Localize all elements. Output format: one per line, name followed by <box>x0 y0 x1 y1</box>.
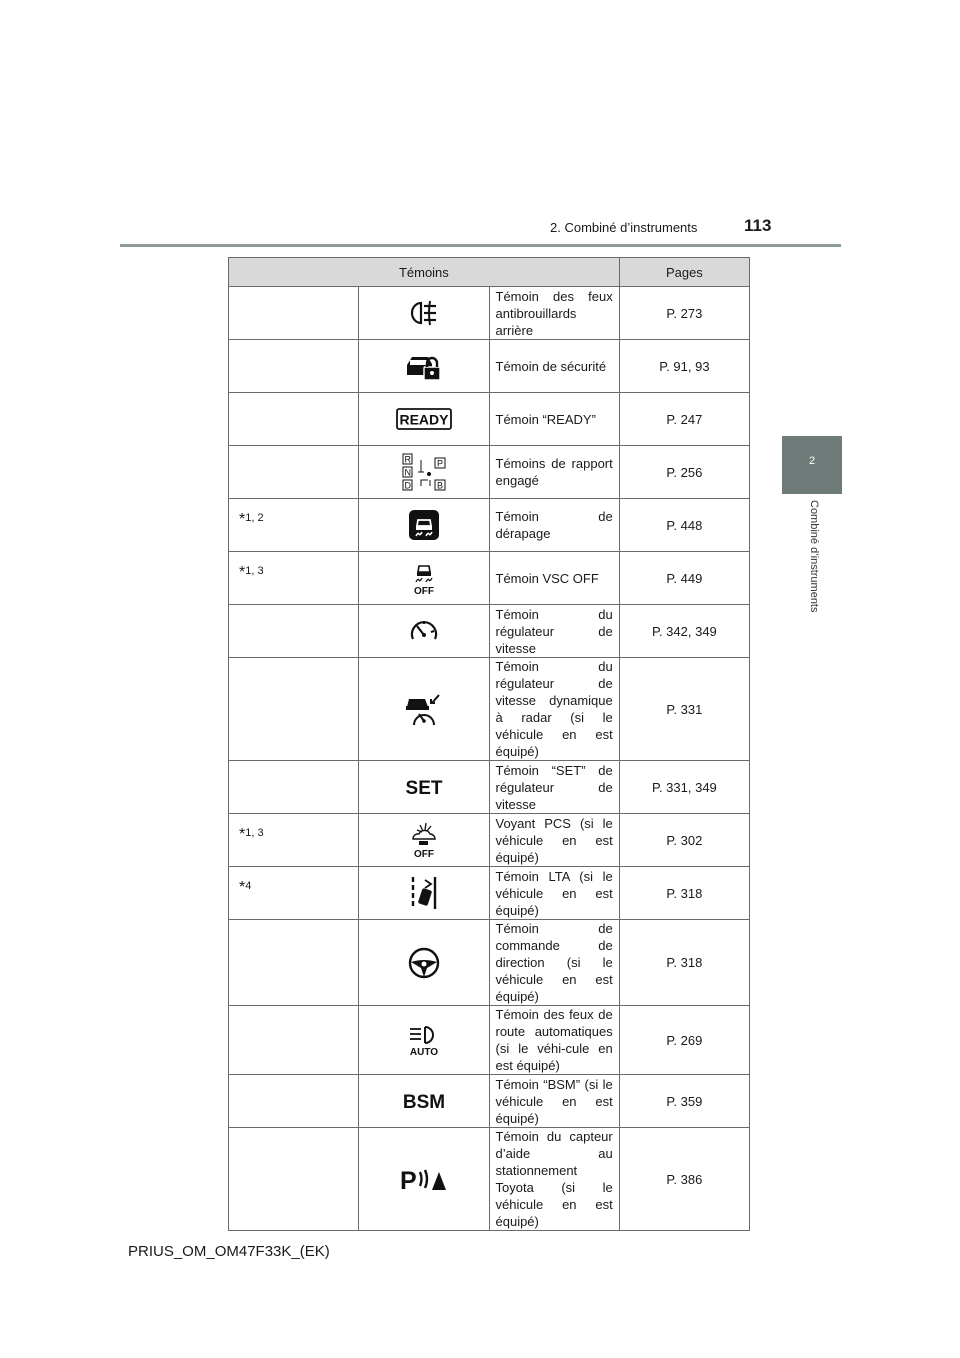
footnote-ref: 1, 3 <box>245 827 264 839</box>
note-cell <box>229 867 359 920</box>
indicator-description: Voyant PCS (si le véhicule en est équipé) <box>489 814 619 867</box>
set-indicator-icon <box>404 778 444 798</box>
svg-text:OFF: OFF <box>413 849 434 859</box>
security-indicator-icon <box>404 357 444 372</box>
page-reference: P. 449 <box>619 552 749 605</box>
page-reference: P. 318 <box>619 920 749 1006</box>
table-row <box>229 499 750 552</box>
note-cell <box>229 1128 359 1231</box>
svg-text:READY: READY <box>399 411 449 428</box>
page-reference: P. 302 <box>619 814 749 867</box>
rear-fog-light-icon <box>407 304 441 319</box>
page-reference: P. 359 <box>619 1075 749 1128</box>
note-cell <box>229 658 359 761</box>
indicator-description: Témoin du capteur d’aide au stationnement Toyota (si le véhicule en est équipé) <box>489 1128 619 1231</box>
table-row <box>229 446 750 499</box>
svg-text:N: N <box>404 467 411 478</box>
footnote-asterisk: * <box>239 826 246 843</box>
indicator-description: Témoin LTA (si le véhicule en est équipé) <box>489 867 619 920</box>
page-reference: P. 273 <box>619 287 749 340</box>
indicator-description: Témoin de sécurité <box>489 340 619 393</box>
table-row <box>229 552 750 605</box>
note-cell <box>229 814 359 867</box>
svg-text:B: B <box>436 480 443 491</box>
footnote-ref: 4 <box>245 880 252 892</box>
doc-code: PRIUS_OM_OM47F33K_(EK) <box>128 1243 330 1260</box>
header-indicators: Témoins <box>229 258 620 287</box>
table-row <box>229 658 750 761</box>
icon-cell <box>359 658 489 761</box>
table-row <box>229 287 750 340</box>
icon-cell <box>359 552 489 605</box>
icon-cell <box>359 393 489 446</box>
note-cell <box>229 552 359 605</box>
steering-control-icon <box>407 954 441 969</box>
page-reference: P. 256 <box>619 446 749 499</box>
table-row <box>229 814 750 867</box>
table-row <box>229 761 750 814</box>
icon-cell <box>359 1128 489 1231</box>
icon-cell <box>359 1075 489 1128</box>
header-pages: Pages <box>619 258 749 287</box>
parking-sensor-icon <box>399 1167 449 1194</box>
bsm-indicator-icon <box>400 1092 448 1112</box>
svg-text:AUTO: AUTO <box>409 1047 438 1057</box>
page-reference: P. 386 <box>619 1128 749 1231</box>
footnote-asterisk: * <box>239 879 246 896</box>
indicator-description: Témoin du régulateur de vitesse <box>489 605 619 658</box>
radar-cruise-icon <box>404 700 444 715</box>
note-cell <box>229 340 359 393</box>
chapter-label: Combiné d’instruments <box>808 500 820 613</box>
footnote-ref: 1, 2 <box>245 512 264 524</box>
icon-cell <box>359 499 489 552</box>
table-row <box>229 867 750 920</box>
table-row <box>229 1128 750 1231</box>
page-reference: P. 342, 349 <box>619 605 749 658</box>
page-reference: P. 331 <box>619 658 749 761</box>
table-row <box>229 393 750 446</box>
note-cell <box>229 1075 359 1128</box>
indicator-description: Témoin des feux de route automatiques (si le véhi-cule en est équipé) <box>489 1006 619 1075</box>
svg-text:OFF: OFF <box>413 586 434 596</box>
table-row <box>229 1075 750 1128</box>
footnote-asterisk: * <box>239 564 246 581</box>
indicator-description: Témoin VSC OFF <box>489 552 619 605</box>
svg-text:D: D <box>404 480 411 491</box>
shift-position-icon <box>402 454 446 491</box>
note-cell <box>229 499 359 552</box>
svg-text:R: R <box>404 454 411 465</box>
icon-cell <box>359 761 489 814</box>
section-title: 2. Combiné d’instruments <box>550 220 698 235</box>
svg-text:SET: SET <box>405 778 443 798</box>
page-reference: P. 91, 93 <box>619 340 749 393</box>
page-reference: P. 269 <box>619 1006 749 1075</box>
vsc-off-icon <box>407 569 441 596</box>
note-cell <box>229 761 359 814</box>
page-reference: P. 247 <box>619 393 749 446</box>
page-reference: P. 318 <box>619 867 749 920</box>
slip-indicator-icon <box>408 516 440 531</box>
indicator-description: Témoin “READY” <box>489 393 619 446</box>
ready-indicator-icon <box>396 410 452 428</box>
page-reference: P. 448 <box>619 499 749 552</box>
indicator-description: Témoin du régulateur de vitesse dynamique à radar (si le véhicule en est équipé) <box>489 658 619 761</box>
pcs-warning-icon <box>407 831 441 859</box>
icon-cell <box>359 605 489 658</box>
table-row <box>229 605 750 658</box>
table-header-row <box>229 258 750 287</box>
icon-cell <box>359 867 489 920</box>
note-cell <box>229 605 359 658</box>
indicator-description: Témoin “SET” de régulateur de vitesse <box>489 761 619 814</box>
note-cell <box>229 446 359 499</box>
note-cell <box>229 920 359 1006</box>
svg-text:BSM: BSM <box>402 1092 445 1112</box>
cruise-control-icon <box>407 622 441 637</box>
indicator-description: Témoin des feux antibrouillards arrière <box>489 287 619 340</box>
table-row <box>229 340 750 393</box>
icon-cell <box>359 287 489 340</box>
indicator-table <box>228 257 750 1231</box>
page-number: 113 <box>744 216 772 235</box>
footnote-asterisk: * <box>239 511 246 528</box>
lta-indicator-icon <box>409 884 439 899</box>
note-cell <box>229 393 359 446</box>
indicator-description: Témoin de commande de direction (si le véhicule en est équipé) <box>489 920 619 1006</box>
icon-cell <box>359 814 489 867</box>
page-reference: P. 331, 349 <box>619 761 749 814</box>
footnote-ref: 1, 3 <box>245 565 264 577</box>
icon-cell <box>359 1006 489 1075</box>
indicator-description: Témoins de rapport engagé <box>489 446 619 499</box>
icon-cell <box>359 446 489 499</box>
icon-cell <box>359 340 489 393</box>
chapter-tab: 2 <box>782 436 842 494</box>
svg-text:P: P <box>436 458 443 469</box>
note-cell <box>229 287 359 340</box>
icon-cell <box>359 920 489 1006</box>
auto-high-beam-icon <box>406 1031 442 1057</box>
indicator-description: Témoin de dérapage <box>489 499 619 552</box>
table-row <box>229 920 750 1006</box>
note-cell <box>229 1006 359 1075</box>
svg-text:P: P <box>399 1167 417 1194</box>
table-row <box>229 1006 750 1075</box>
indicator-description: Témoin “BSM” (si le véhicule en est équipé) <box>489 1075 619 1128</box>
header-rule <box>120 244 841 247</box>
